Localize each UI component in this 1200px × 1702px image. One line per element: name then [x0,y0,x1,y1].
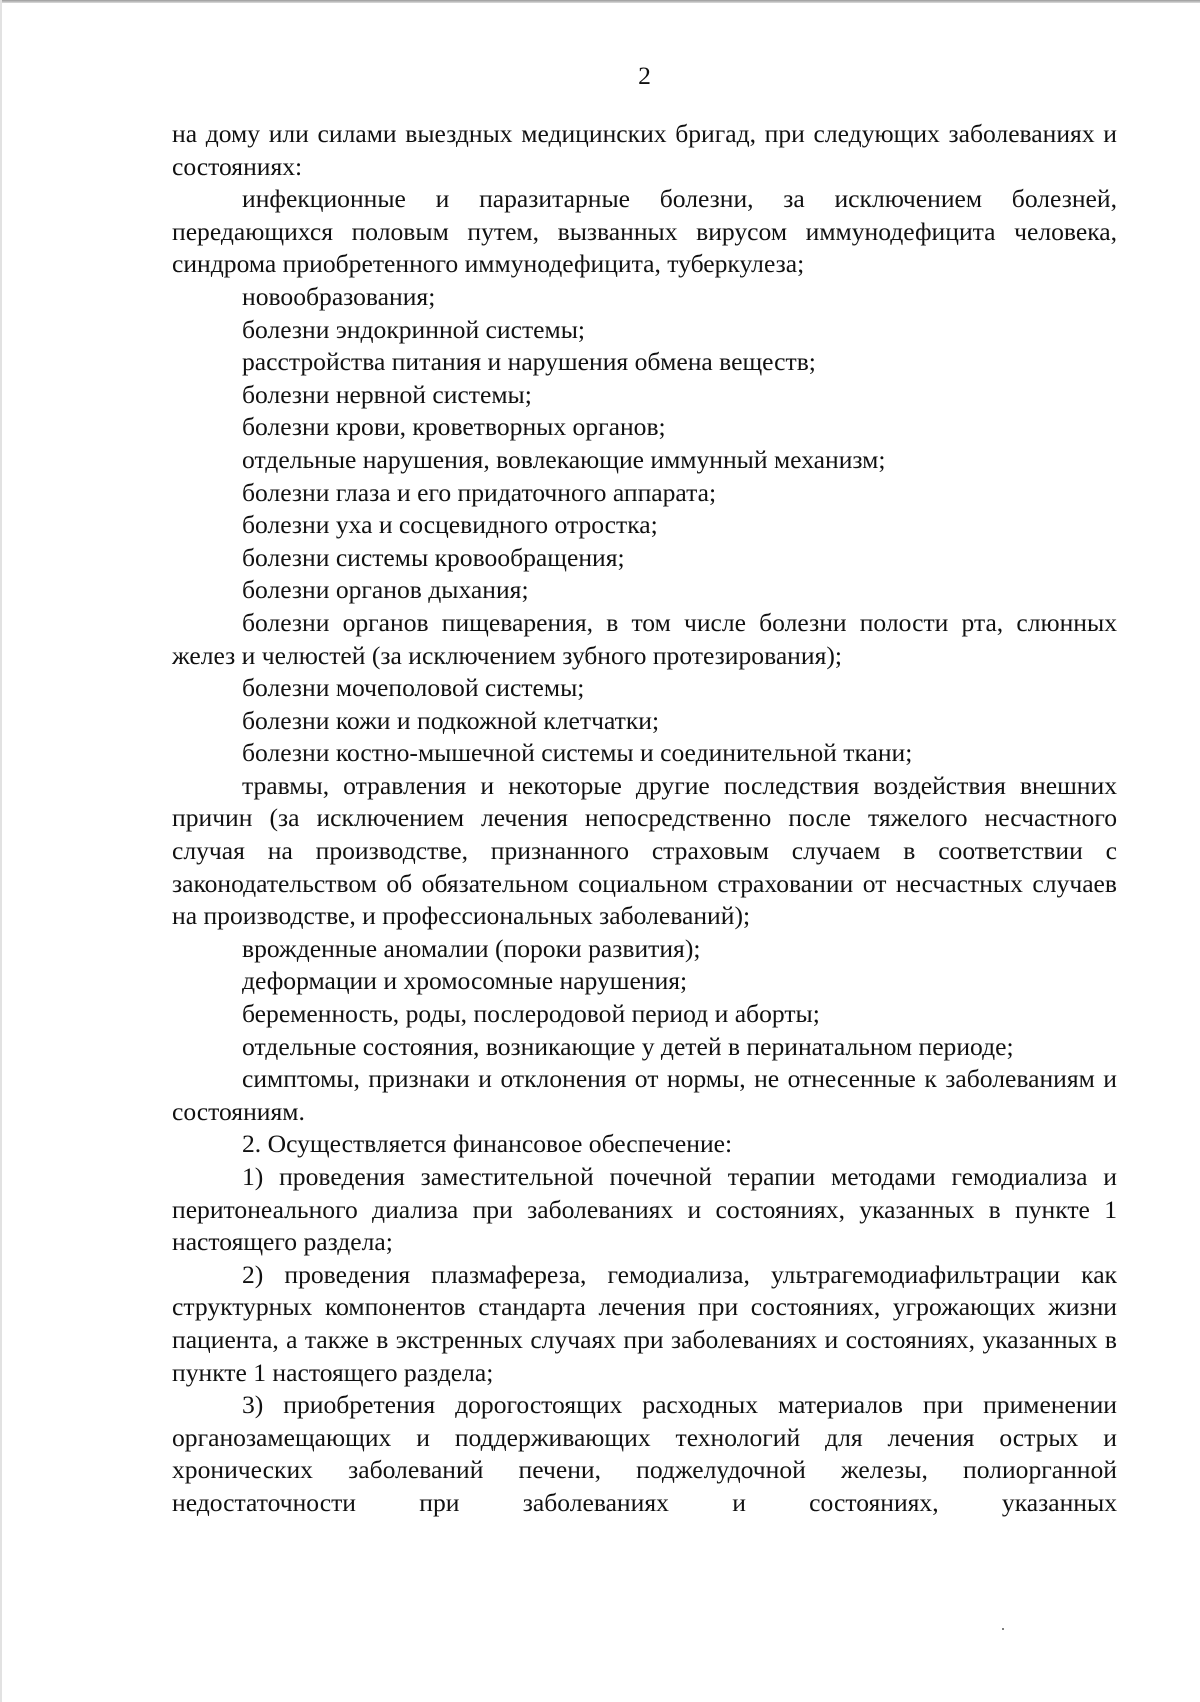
paragraph: на дому или силами выездных медицинских бригад, при следующих заболеваниях и состояниях: [172,119,1117,181]
paragraph: болезни системы кровообращения; [242,542,625,572]
paragraph: травмы, отравления и некоторые другие последствия воздействия внешних причин (за исключением лечения непосредственно после тяжелого несчастного случая на производстве, признанного страховым случаем в соответствии с законодательством об обязательном социальном страховании от несчастных случаев на производстве, и профессиональных заболеваний); [172,770,1117,931]
paragraph: 3) приобретения дорогостоящих расходных материалов при применении органозамещающих и поддерживающих технологий для лечения острых и хронических заболеваний печени, поджелудочной железы, полиорганной недостаточности при заболеваниях и состояниях, указанных [172,1390,1117,1517]
paragraph: расстройства питания и нарушения обмена веществ; [242,347,816,377]
paragraph: болезни крови, кроветворных органов; [242,412,666,442]
paragraph: болезни нервной системы; [242,379,532,409]
paragraph: болезни мочеполовой системы; [242,673,585,703]
scan-edge-top [0,0,1200,3]
paragraph: инфекционные и паразитарные болезни, за исключением болезней, передающихся половым путем, вызванных вирусом иммунодефицита человека, синдрома приобретенного иммунодефицита, туберкулеза; [172,184,1117,279]
paragraph: 2. Осуществляется финансовое обеспечение: [242,1129,733,1159]
paragraph: болезни эндокринной системы; [242,314,586,344]
paragraph: болезни кожи и подкожной клетчатки; [242,705,660,735]
scan-speck [1002,1628,1004,1630]
paragraph: врожденные аномалии (пороки развития); [242,933,701,963]
paragraph: болезни органов пищеварения, в том числе болезни полости рта, слюнных желез и челюстей (за исключением зубного протезирования); [172,607,1117,670]
paragraph: беременность, роды, послеродовой период и аборты; [242,999,820,1029]
paragraph: болезни глаза и его придаточного аппарата; [242,477,717,507]
page-number: 2 [638,61,651,90]
paragraph: болезни органов дыхания; [242,575,529,605]
paragraph: болезни уха и сосцевидного отростка; [242,510,658,540]
paragraph: новообразования; [242,281,436,311]
paragraph: болезни костно-мышечной системы и соединительной ткани; [242,738,913,768]
paragraph: отдельные состояния, возникающие у детей в перинатальном периоде; [242,1031,1014,1061]
paragraph: отдельные нарушения, вовлекающие иммунный механизм; [242,444,886,474]
paragraph: деформации и хромосомные нарушения; [242,966,688,996]
paragraph: 2) проведения плазмафереза, гемодиализа, ультрагемодиафильтрации как структурных компонентов стандарта лечения при состояниях, угрожающих жизни пациента, а также в экстренных случаях при заболеваниях и состояниях, указанных в пункте 1 настоящего раздела; [172,1259,1117,1387]
paragraph: 1) проведения заместительной почечной терапии методами гемодиализа и перитонеального диализа при заболеваниях и состояниях, указанных в пункте 1 настоящего раздела; [172,1162,1117,1257]
document-body [172,118,1117,1520]
document-page [172,60,1117,1520]
paragraph: симптомы, признаки и отклонения от нормы, не отнесенные к заболеваниям и состояниям. [172,1064,1117,1126]
scan-edge-left [0,0,2,1702]
